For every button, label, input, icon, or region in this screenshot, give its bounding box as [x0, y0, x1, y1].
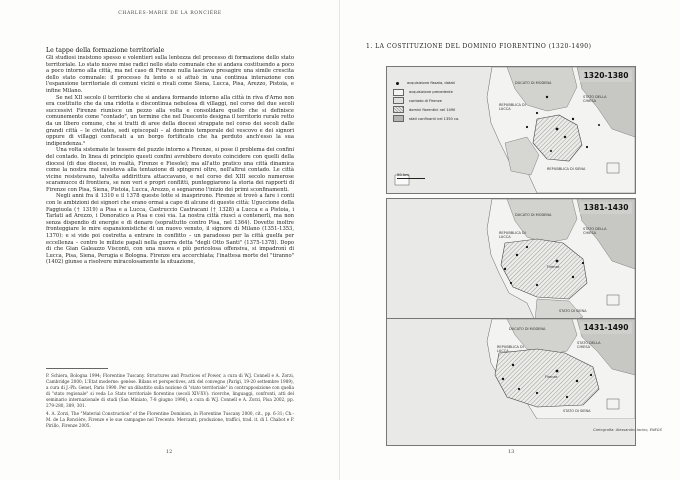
legend-item-1: acquisizione fissata, datati: [393, 79, 491, 88]
map-credit: Cartografia: Alessandro Iacino, ENEGS: [593, 428, 662, 432]
period-label-3: 1431-1490: [580, 322, 632, 334]
swatch-icon: [393, 97, 404, 104]
swatch-icon: [393, 89, 404, 96]
map-2-label-chiesa: STATO DELLA CHIESA: [583, 227, 607, 235]
legend-item-3: contado di Firenze: [393, 97, 491, 106]
map-3-label-lucca: REPUBBLICA DI LUCCA: [497, 345, 524, 353]
legend-item-2: acquisizione precedente: [393, 88, 491, 97]
section-title: Le tappe della formazione territoriale: [46, 47, 165, 54]
dot-icon: [396, 82, 399, 85]
map-3-label-firenze: Firenze: [545, 375, 558, 379]
paragraph-1: Gli studiosi insistono spesso e volentieri sulla lentezza del processo di formazione dello stato territoriale. Lo stato nuove mise radici nello stato comunale che si andava costituendo a poco a poco intorno alla città, ma nel caso di Firenze nulla lasciava presagire una simile crescita dello stato comunale: il processo fu lento e si attuò in una continua interazione con l'espansione territoriale di comuni vicini e rivali come Siena, Lucca, Pisa, Arezzo, Pistoia, e infine Milano.: [46, 55, 294, 94]
paragraph-4: Negli anni fra il 1310 e il 1378 queste lotte si inasprirono. Firenze si trovò a fare i conti con le ambizioni dei signori che erano ormai a capo di alcune di queste città: Uguccione della Faggiuola († 1319) a Pisa e a Lucca, Castruccio Castracani († 1328) a Lucca e a Pistoia, i Tarlati ad Arezzo, i Donoratico a Pisa e così via. La nostra città riuscì a contenerli, ma non senza dispendio di energie e di denaro (soprattutto contro Pisa, nel 1364). Dovette inoltre fronteggiare le mire espansionistiche di un nuovo venuto, il signore di Milano (1351-1353, 1370): e si vide poi costretta a entrare in conflitto – un paradosso per la città guelfa per eccellenza – contro le milizie papali nella guerra detta "degli Otto Santi" (1375-1378). Dopo di che Gian Galeazzo Visconti, con una nuova e più pericolosa offensiva, si impadronì di Lucca, Pisa, Siena, Perugia e Bologna. Firenze era accerchiata; l'inattesa morte del "tiranno" (1402) giunse a risolvere miracolosamente la situazione,: [46, 193, 294, 266]
map-1381-1430: [386, 198, 636, 326]
legend-item-5: stati confinanti nel 1350 ca.: [393, 114, 491, 123]
map-legend: [393, 79, 491, 123]
map-2-label-lucca: REPUBBLICA DI LUCCA: [499, 231, 526, 239]
map-1431-1490: [386, 318, 636, 446]
paragraph-3: Una volta sistemate le tessere del puzzle intorno a Firenze, si pose il problema dei confini del contado. In linea di principio questi confini avrebbero dovuto coincidere con quelli della diocesi (di due diocesi, in realtà, Firenze e Fiesole); ma all'atto pratico una città dinamica come la nostra mal resisteva alla tentazione di spingersi oltre, nell'altrui contado. Le città vicine resistevano, talvolta addirittura attaccavano, e nel corso del XIII secolo numerose scaramucce di frontiera, se non veri e propri conflitti, punteggiarono la storia dei rapporti di Firenze con Pisa, Siena, Pistoia, Lucca, Arezzo, e segnarono l'inizio dei primi sconfinamenti.: [46, 147, 294, 193]
footnotes: [46, 373, 294, 430]
map-3-label-chiesa: STATO DELLA CHIESA: [577, 341, 601, 349]
right-page: [340, 0, 680, 480]
map-scale: 50 km: [397, 172, 425, 179]
map-3-label-siena: STATO DI SIENA: [563, 409, 591, 413]
map-2-graphic: [387, 199, 635, 325]
page-number-right: 13: [508, 449, 515, 455]
map-2-label-siena: STATO DI SIENA: [559, 309, 587, 313]
running-head: CHARLES-MARIE DE LA RONCIÈRE: [118, 11, 222, 16]
map-1-label-chiesa: STATO DELLA CHIESA: [583, 95, 607, 103]
map-1-label-lucca: REPUBBLICA DI LUCCA: [499, 103, 526, 111]
map-3-graphic: [387, 319, 635, 419]
map-1-label-siena: REPUBBLICA DI SIENA: [547, 167, 586, 171]
map-1-label-modena: DUCATO DI MODENA: [515, 81, 552, 85]
body-text: [46, 55, 294, 266]
map-2-label-modena: DUCATO DI MODENA: [515, 213, 552, 217]
map-2-label-firenze: Firenze: [547, 265, 560, 269]
footnote-rule: [46, 368, 108, 369]
period-label-1: 1320-1380: [580, 70, 632, 82]
map-3-label-modena: DUCATO DI MODENA: [509, 327, 546, 331]
hatch-swatch-icon: [393, 106, 404, 113]
scale-bar: [397, 178, 425, 179]
footnote-4: 4. A. Zorzi, The "Material Construction" of the Florentine Dominion, in Florentine Tuscany 2000, cit., pp. 6-31; Ch.-M. de La Roncière, Firenze e le sue campagne nel Trecento. Mercanti, produzione, traffici, trad. it. di I. Chabot e P. Pirillo, Firenze 2005.: [46, 410, 294, 428]
legend-item-4: domini fiorentini nel 1490: [393, 105, 491, 114]
period-label-2: 1381-1430: [580, 202, 632, 214]
figure-title: 1. LA COSTITUZIONE DEL DOMINIO FIORENTINO (1320-1490): [366, 43, 592, 50]
map-1320-1380: [386, 66, 636, 194]
paragraph-2: Se nel XII secolo il territorio che si andava formando intorno alla città in riva d'Arno non era costituito che da una ridotta e discontinua nebulosa di villaggi, nel corso del due secoli successivi Firenze riunisce un pezzo alla volta e consolidare quello che si definisce comunemente come "contado", un termine che nel Duecento designa il territorio rurale retto da un libero comune, che si tratti di aree della diocesi strappate nel corso dei secoli dalle grandi città – le civitates, sedi episcopali – al dominio temporale del vescovo e dei signori oppure di villaggi confiscati a un borgo fortificato che ha perduto anch'esso la sua indipendenza.³: [46, 94, 294, 147]
swatch-icon: [393, 115, 404, 122]
page-number-left: 12: [166, 449, 173, 455]
footnote-3: P. Schiera, Bologna 1994; Florentine Tuscany. Structures and Practices of Power, a cura di W.J. Connell e A. Zorzi, Cambridge 2000; L'Etat moderne: genèse. Bilans et perspectives, atti del convegno (Parigi, 19-20 settembre 1989), a cura di J.-Ph. Genet, Paris 1990. Per un dibattito sulla nozione di "stato territoriale" in contrapposizione con quella di "stato regionale" si veda Lo Stato territoriale fiorentino (secoli XIV-XV): ricerche, linguaggi, confronti, atti del seminario internazionale di studi (San Miniato, 7-8 giugno 1996), a cura di W.J. Connell e A. Zorzi, Pisa 2002, pp. 279-280, 389, 301.: [46, 373, 294, 409]
